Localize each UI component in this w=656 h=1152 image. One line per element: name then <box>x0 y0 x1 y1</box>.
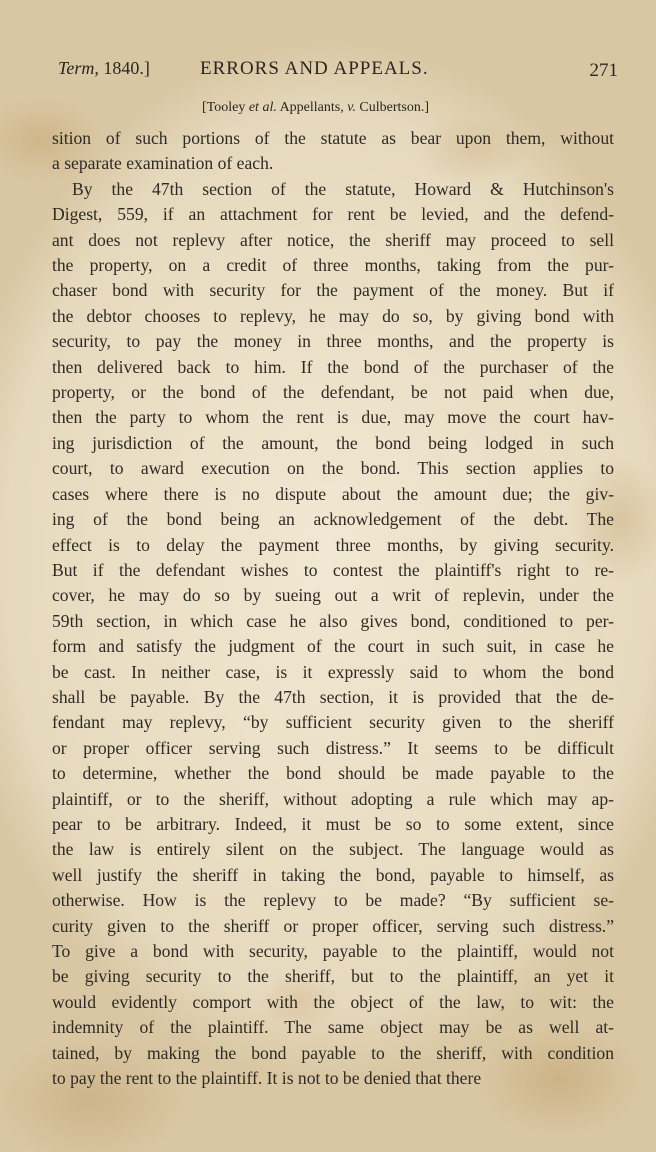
text-line: then the party to whom the rent is due, may move the court hav- <box>52 407 614 428</box>
text-line: curity given to the sheriff or proper officer, serving such distress.” <box>52 915 614 936</box>
text-line: ing jurisdiction of the amount, the bond being lodged in such <box>52 432 614 453</box>
text-line: tained, by making the bond payable to the sheriff, with condition <box>52 1042 614 1063</box>
text-line: to pay the rent to the plaintiff. It is not to be denied that there <box>52 1068 482 1089</box>
text-line: well justify the sheriff in taking the bond, payable to himself, as <box>52 864 614 885</box>
year-label: 1840.] <box>103 58 150 78</box>
text-line: the debtor chooses to replevy, he may do so, by giving bond with <box>52 305 614 326</box>
caption-open: [Tooley <box>202 100 249 115</box>
body-text <box>52 126 614 1091</box>
running-title: ERRORS AND APPEALS. <box>200 58 429 79</box>
text-line: court, to award execution on the bond. This section applies to <box>52 458 614 479</box>
text-line: form and satisfy the judgment of the court in such suit, in case he <box>52 636 614 657</box>
text-line: plaintiff, or to the sheriff, without adopting a rule which may ap- <box>52 788 614 809</box>
text-line: otherwise. How is the replevy to be made? “By sufficient se- <box>52 890 614 911</box>
text-line: then delivered back to him. If the bond of the purchaser of the <box>52 356 614 377</box>
text-line: the property, on a credit of three months, taking from the pur- <box>52 255 614 276</box>
text-line: or proper officer serving such distress.” It seems to be difficult <box>52 737 614 758</box>
text-line: a separate examination of each. <box>52 153 274 174</box>
case-caption <box>202 100 429 116</box>
text-line: Digest, 559, if an attachment for rent be levied, and the defend- <box>52 204 614 225</box>
text-line: would evidently comport with the object of the law, to wit: the <box>52 991 614 1012</box>
text-line: cases where there is no dispute about the amount due; the giv- <box>52 483 614 504</box>
text-line: To give a bond with security, payable to the plaintiff, would not <box>52 941 614 961</box>
text-line: cover, he may do so by sueing out a writ of replevin, under the <box>52 585 614 606</box>
text-line: 59th section, in which case he also gives bond, conditioned to per- <box>52 610 614 631</box>
text-line: property, or the bond of the defendant, be not paid when due, <box>52 382 614 403</box>
text-line: sition of such portions of the statute as bear upon them, without <box>52 128 614 148</box>
caption-mid: Appellants, <box>276 100 348 115</box>
text-line: to determine, whether the bond should be made payable to the <box>52 763 614 784</box>
text-line: security, to pay the money in three months, and the property is <box>52 331 614 352</box>
text-line: effect is to delay the payment three months, by giving security. <box>52 534 614 555</box>
text-line: ing of the bond being an acknowledgement of the debt. The <box>52 509 614 530</box>
text-line: pear to be arbitrary. Indeed, it must be so to some extent, since <box>52 813 614 834</box>
text-line: fendant may replevy, “by sufficient security given to the sheriff <box>52 712 614 733</box>
paragraph <box>52 177 614 1092</box>
paragraph <box>52 126 614 177</box>
text-line: chaser bond with security for the payment of the money. But if <box>52 280 614 301</box>
text-line: ant does not replevy after notice, the sheriff may proceed to sell <box>52 229 614 250</box>
term-label: Term, <box>58 58 99 78</box>
caption-versus: v. <box>347 100 356 115</box>
text-line: By the 47th section of the statute, Howard & Hutchinson's <box>72 178 614 199</box>
page-number: 271 <box>589 60 618 81</box>
text-line: the law is entirely silent on the subject. The language would as <box>52 839 614 860</box>
text-line: be giving security to the sheriff, but to the plaintiff, an yet it <box>52 966 614 987</box>
text-line: shall be payable. By the 47th section, it is provided that the de- <box>52 686 614 707</box>
caption-et-al: et al. <box>248 100 277 115</box>
text-line: indemnity of the plaintiff. The same object may be as well at- <box>52 1017 614 1038</box>
term-year <box>58 58 150 79</box>
running-header <box>58 58 618 84</box>
caption-close: Culbertson.] <box>355 100 430 115</box>
text-line: be cast. In neither case, is it expressly said to whom the bond <box>52 661 614 682</box>
text-line: But if the defendant wishes to contest the plaintiff's right to re- <box>52 559 614 580</box>
